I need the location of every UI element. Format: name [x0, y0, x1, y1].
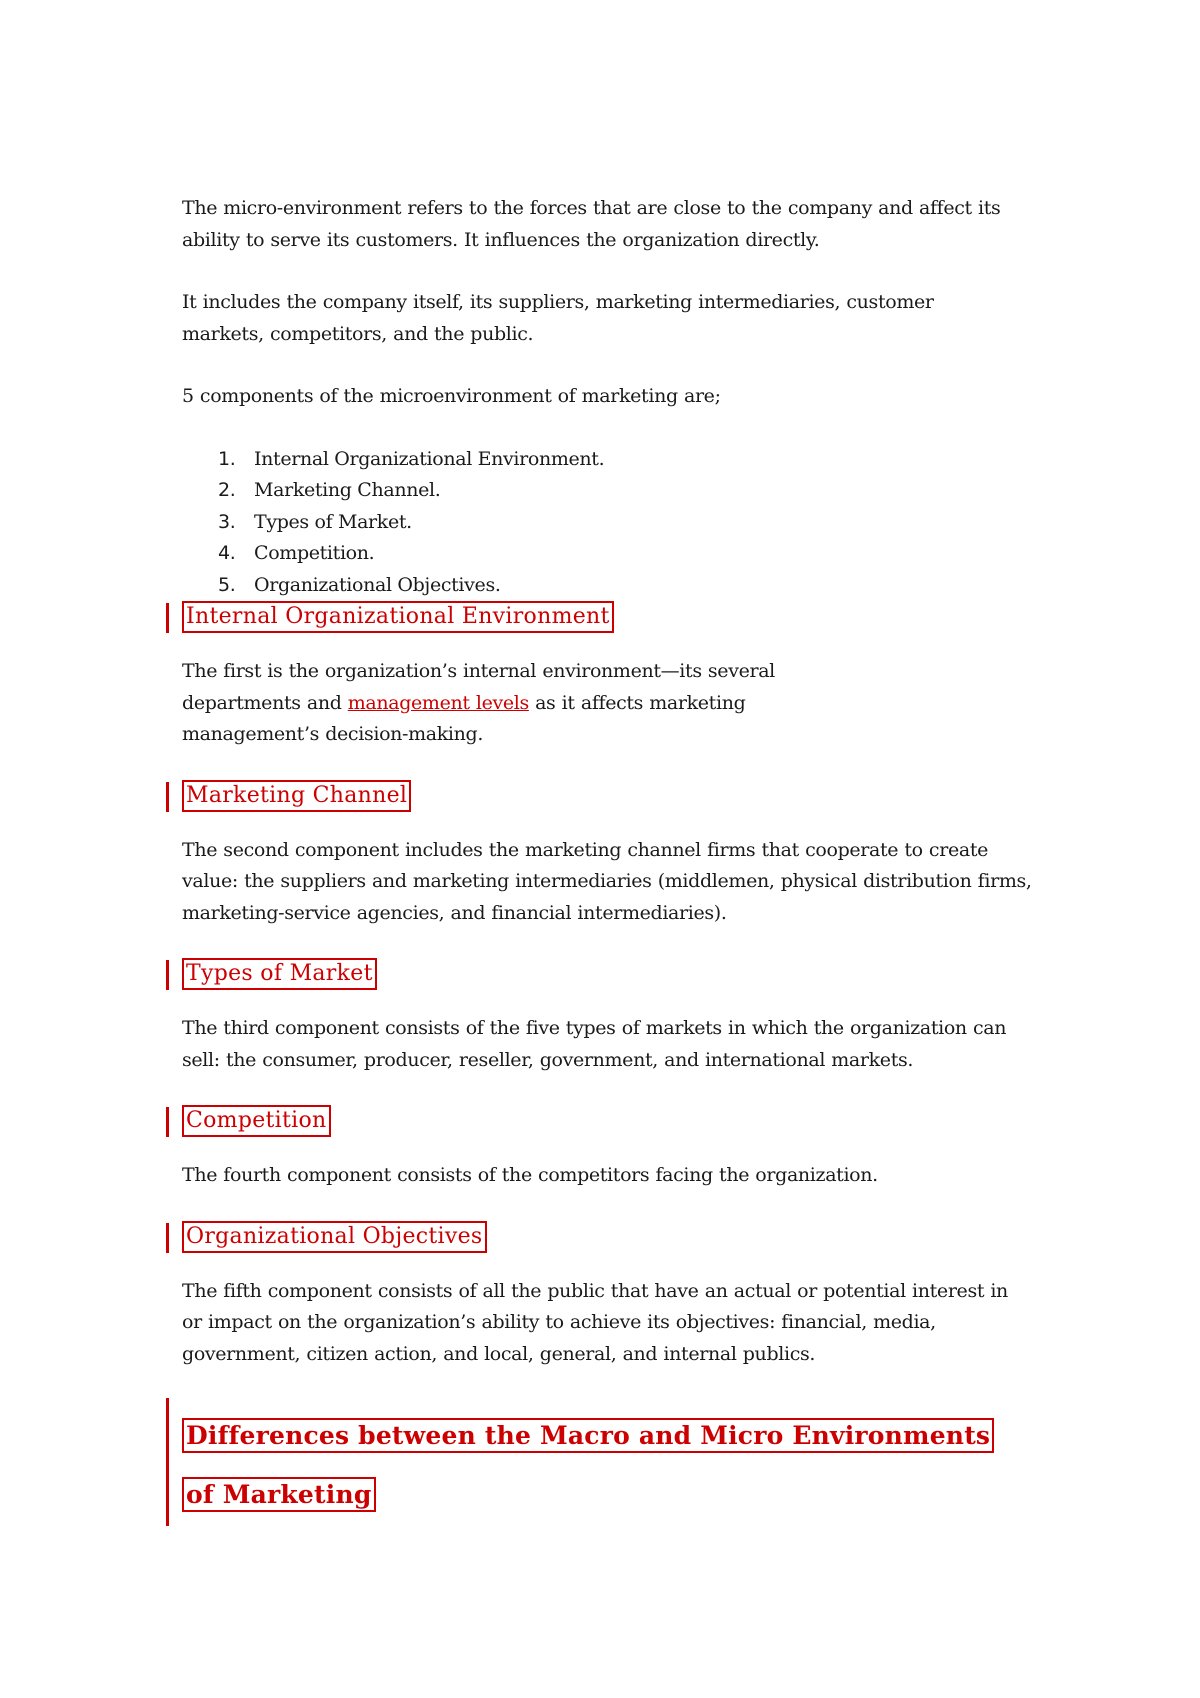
components-list — [182, 444, 1032, 602]
section-paragraph — [182, 656, 882, 751]
intro-paragraph-3: 5 components of the microenvironment of marketing are; — [182, 385, 721, 407]
intro-paragraph-2: It includes the company itself, its suppliers, marketing intermediaries, customer markets, competitors, and the public. — [182, 291, 934, 345]
section-heading-row — [172, 601, 1032, 633]
section-paragraph: The fourth component consists of the competitors facing the organization. — [182, 1164, 878, 1186]
section-text: as it affects marketing management’s decision-making. — [182, 691, 746, 745]
section-heading: Organizational Objectives — [182, 1221, 487, 1253]
list-item: Marketing Channel. — [254, 479, 441, 501]
section-heading: Internal Organizational Environment — [182, 601, 614, 633]
heading-bar — [166, 960, 169, 990]
list-item: Competition. — [254, 542, 375, 564]
section-heading: Types of Market — [182, 958, 377, 990]
section-paragraph: The third component consists of the five types of markets in which the organization can sell: the consumer, producer, reseller, government, and international markets. — [182, 1017, 1007, 1071]
section-paragraph: The fifth component consists of all the public that have an actual or potential interest in or impact on the organization’s ability to achieve its objectives: financial, media, government, citizen action, and local, general, and internal publics. — [182, 1279, 1008, 1365]
document-content — [182, 193, 1032, 1512]
final-heading-row — [172, 1398, 1032, 1512]
list-item: Internal Organizational Environment. — [254, 447, 605, 470]
section-heading: Marketing Channel — [182, 780, 411, 812]
section-heading-row — [172, 780, 1032, 812]
section-heading-row — [172, 958, 1032, 990]
heading-bar — [166, 782, 169, 812]
heading-bar — [166, 603, 169, 633]
list-item: Types of Market. — [254, 510, 412, 533]
final-heading-line-1: Differences between the Macro and Micro Environments — [182, 1418, 994, 1453]
section-paragraph: The second component includes the marketing channel firms that cooperate to create value: the suppliers and marketing intermediaries (middlemen, physical distribution firms, marketing-service agencies, and financial intermediaries). — [182, 838, 1032, 924]
list-item: Organizational Objectives. — [254, 573, 501, 596]
heading-bar — [166, 1398, 169, 1526]
section-heading: Competition — [182, 1105, 331, 1137]
section-heading-row — [172, 1105, 1032, 1137]
section-heading-row — [172, 1221, 1032, 1253]
section-text: The first is the organization’s internal environment—its several departments and — [182, 660, 775, 714]
management-levels-link[interactable]: management levels — [347, 691, 529, 714]
heading-bar — [166, 1223, 169, 1253]
intro-paragraph-1: The micro-environment refers to the forces that are close to the company and affect its ability to serve its customers. It influences the organization directly. — [182, 197, 1001, 251]
final-heading-line-2: of Marketing — [182, 1477, 376, 1512]
heading-bar — [166, 1107, 169, 1137]
